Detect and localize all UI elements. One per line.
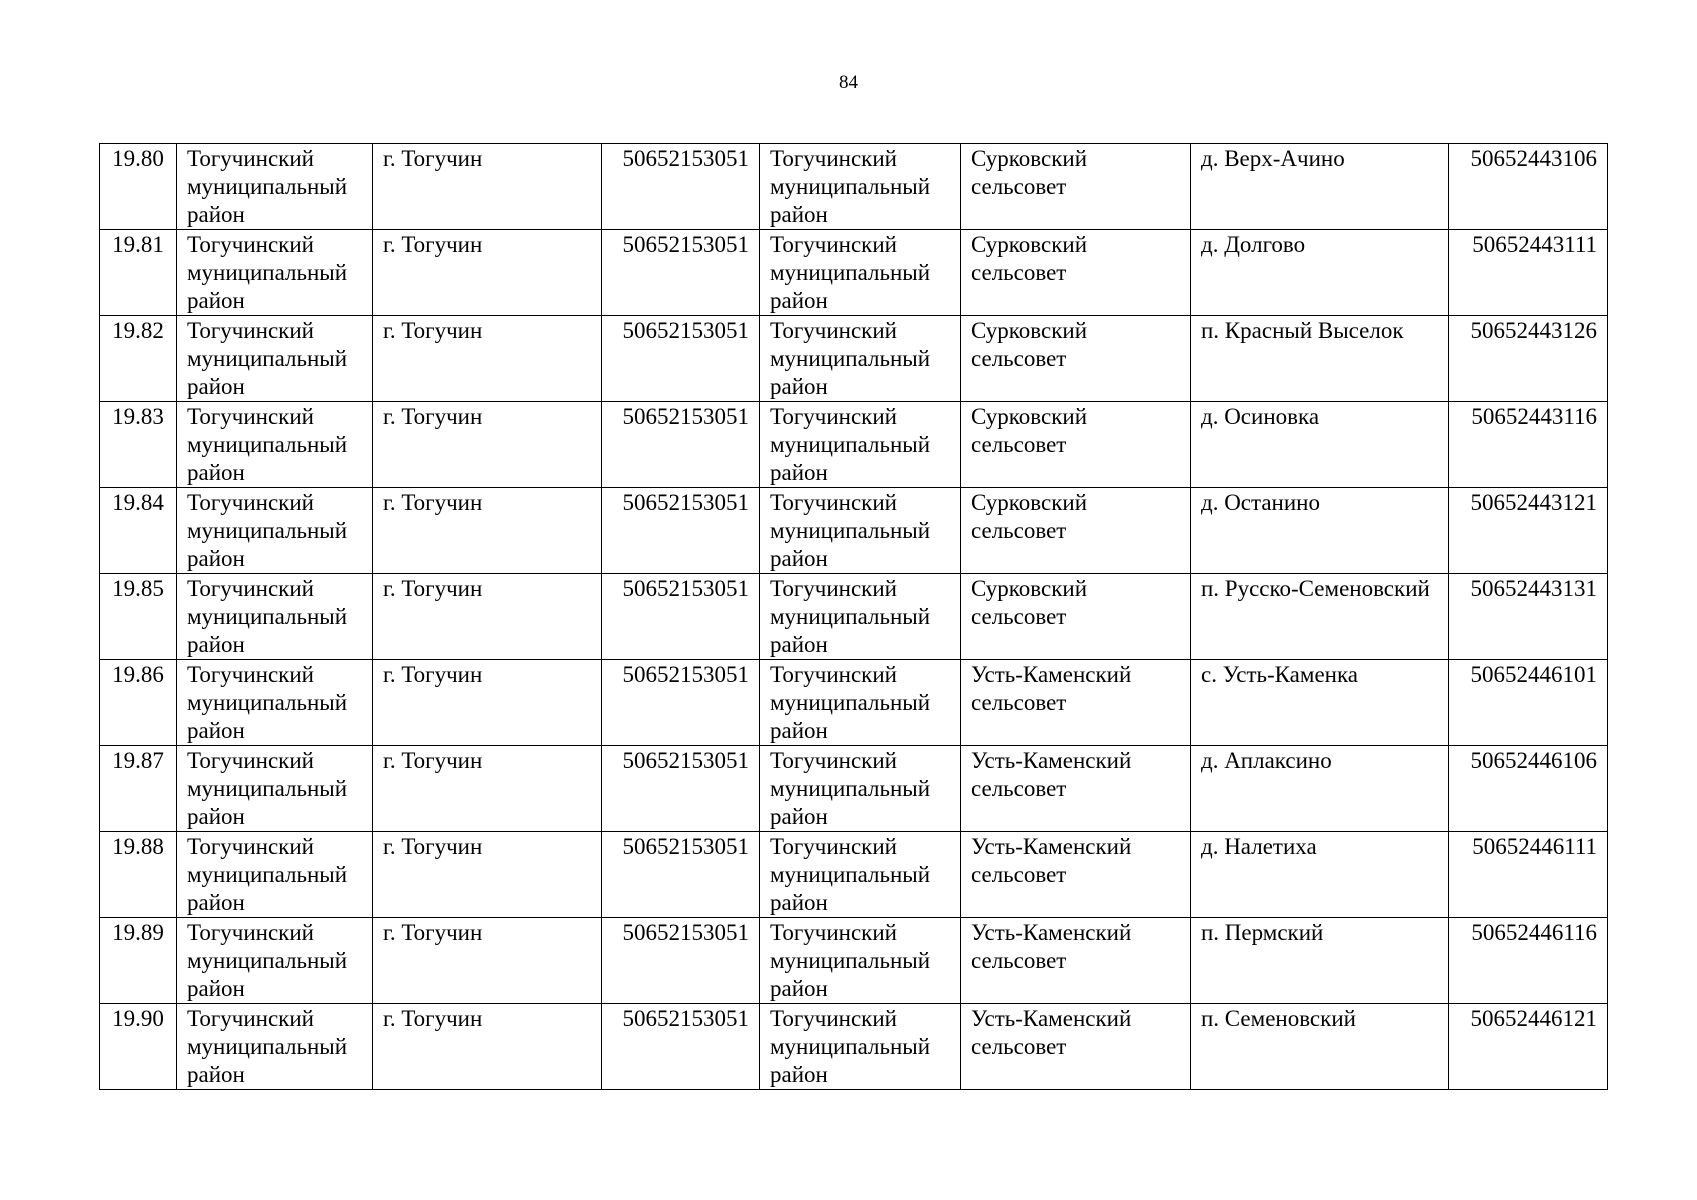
center-cell: г. Тогучин [373,230,602,316]
center-code-cell: 50652153051 [602,230,760,316]
district-cell-2: Тогучинский муниципальный район [760,918,961,1004]
district-cell-2: Тогучинский муниципальный район [760,1004,961,1090]
locality-cell: д. Аплаксино [1191,746,1449,832]
center-cell: г. Тогучин [373,402,602,488]
locality-cell: д. Налетиха [1191,832,1449,918]
center-code-cell: 50652153051 [602,1004,760,1090]
row-number: 19.82 [100,316,177,402]
locality-code-cell: 50652443126 [1449,316,1608,402]
center-cell: г. Тогучин [373,918,602,1004]
locality-cell: д. Верх-Ачино [1191,144,1449,230]
settlement-cell: Сурковский сельсовет [961,144,1191,230]
locality-cell: д. Долгово [1191,230,1449,316]
center-cell: г. Тогучин [373,746,602,832]
center-code-cell: 50652153051 [602,746,760,832]
row-number: 19.90 [100,1004,177,1090]
locality-code-cell: 50652443121 [1449,488,1608,574]
settlement-cell: Сурковский сельсовет [961,230,1191,316]
row-number: 19.89 [100,918,177,1004]
table-row [100,918,1608,1004]
district-cell-2: Тогучинский муниципальный район [760,660,961,746]
center-code-cell: 50652153051 [602,660,760,746]
district-cell: Тогучинский муниципальный район [177,488,373,574]
center-code-cell: 50652153051 [602,144,760,230]
center-code-cell: 50652153051 [602,316,760,402]
center-code-cell: 50652153051 [602,832,760,918]
district-cell: Тогучинский муниципальный район [177,402,373,488]
district-cell: Тогучинский муниципальный район [177,574,373,660]
settlement-cell: Усть-Каменский сельсовет [961,1004,1191,1090]
district-cell: Тогучинский муниципальный район [177,832,373,918]
locality-code-cell: 50652446106 [1449,746,1608,832]
district-cell: Тогучинский муниципальный район [177,746,373,832]
district-cell-2: Тогучинский муниципальный район [760,574,961,660]
district-cell: Тогучинский муниципальный район [177,1004,373,1090]
locality-code-cell: 50652443116 [1449,402,1608,488]
center-cell: г. Тогучин [373,660,602,746]
district-cell-2: Тогучинский муниципальный район [760,488,961,574]
district-cell-2: Тогучинский муниципальный район [760,832,961,918]
row-number: 19.88 [100,832,177,918]
locality-cell: с. Усть-Каменка [1191,660,1449,746]
table-row [100,660,1608,746]
locality-code-cell: 50652443106 [1449,144,1608,230]
district-cell: Тогучинский муниципальный район [177,316,373,402]
center-code-cell: 50652153051 [602,574,760,660]
district-cell-2: Тогучинский муниципальный район [760,316,961,402]
settlement-cell: Сурковский сельсовет [961,488,1191,574]
locality-cell: п. Русско-Семеновский [1191,574,1449,660]
table-row [100,230,1608,316]
table-row [100,402,1608,488]
center-cell: г. Тогучин [373,1004,602,1090]
locality-code-cell: 50652446116 [1449,918,1608,1004]
settlement-cell: Сурковский сельсовет [961,574,1191,660]
district-cell: Тогучинский муниципальный район [177,230,373,316]
page-number: 84 [839,72,858,93]
center-code-cell: 50652153051 [602,402,760,488]
row-number: 19.85 [100,574,177,660]
table-row [100,1004,1608,1090]
locality-code-cell: 50652443131 [1449,574,1608,660]
locality-code-cell: 50652446121 [1449,1004,1608,1090]
table-row [100,316,1608,402]
row-number: 19.84 [100,488,177,574]
row-number: 19.86 [100,660,177,746]
row-number: 19.83 [100,402,177,488]
center-cell: г. Тогучин [373,316,602,402]
table-row [100,144,1608,230]
district-cell: Тогучинский муниципальный район [177,918,373,1004]
locality-cell: п. Семеновский [1191,1004,1449,1090]
settlements-table [99,143,1608,1090]
locality-code-cell: 50652443111 [1449,230,1608,316]
settlement-cell: Сурковский сельсовет [961,402,1191,488]
table-row [100,832,1608,918]
district-cell: Тогучинский муниципальный район [177,144,373,230]
center-cell: г. Тогучин [373,144,602,230]
row-number: 19.80 [100,144,177,230]
center-cell: г. Тогучин [373,488,602,574]
table-row [100,574,1608,660]
settlement-cell: Усть-Каменский сельсовет [961,660,1191,746]
district-cell-2: Тогучинский муниципальный район [760,144,961,230]
locality-cell: п. Красный Выселок [1191,316,1449,402]
district-cell-2: Тогучинский муниципальный район [760,230,961,316]
district-cell-2: Тогучинский муниципальный район [760,746,961,832]
settlement-cell: Сурковский сельсовет [961,316,1191,402]
locality-cell: п. Пермский [1191,918,1449,1004]
center-code-cell: 50652153051 [602,488,760,574]
locality-code-cell: 50652446101 [1449,660,1608,746]
center-cell: г. Тогучин [373,574,602,660]
locality-cell: д. Осиновка [1191,402,1449,488]
settlement-cell: Усть-Каменский сельсовет [961,746,1191,832]
locality-code-cell: 50652446111 [1449,832,1608,918]
district-cell-2: Тогучинский муниципальный район [760,402,961,488]
table-row [100,488,1608,574]
settlement-cell: Усть-Каменский сельсовет [961,832,1191,918]
row-number: 19.87 [100,746,177,832]
locality-cell: д. Останино [1191,488,1449,574]
row-number: 19.81 [100,230,177,316]
settlement-cell: Усть-Каменский сельсовет [961,918,1191,1004]
center-cell: г. Тогучин [373,832,602,918]
table-row [100,746,1608,832]
center-code-cell: 50652153051 [602,918,760,1004]
district-cell: Тогучинский муниципальный район [177,660,373,746]
